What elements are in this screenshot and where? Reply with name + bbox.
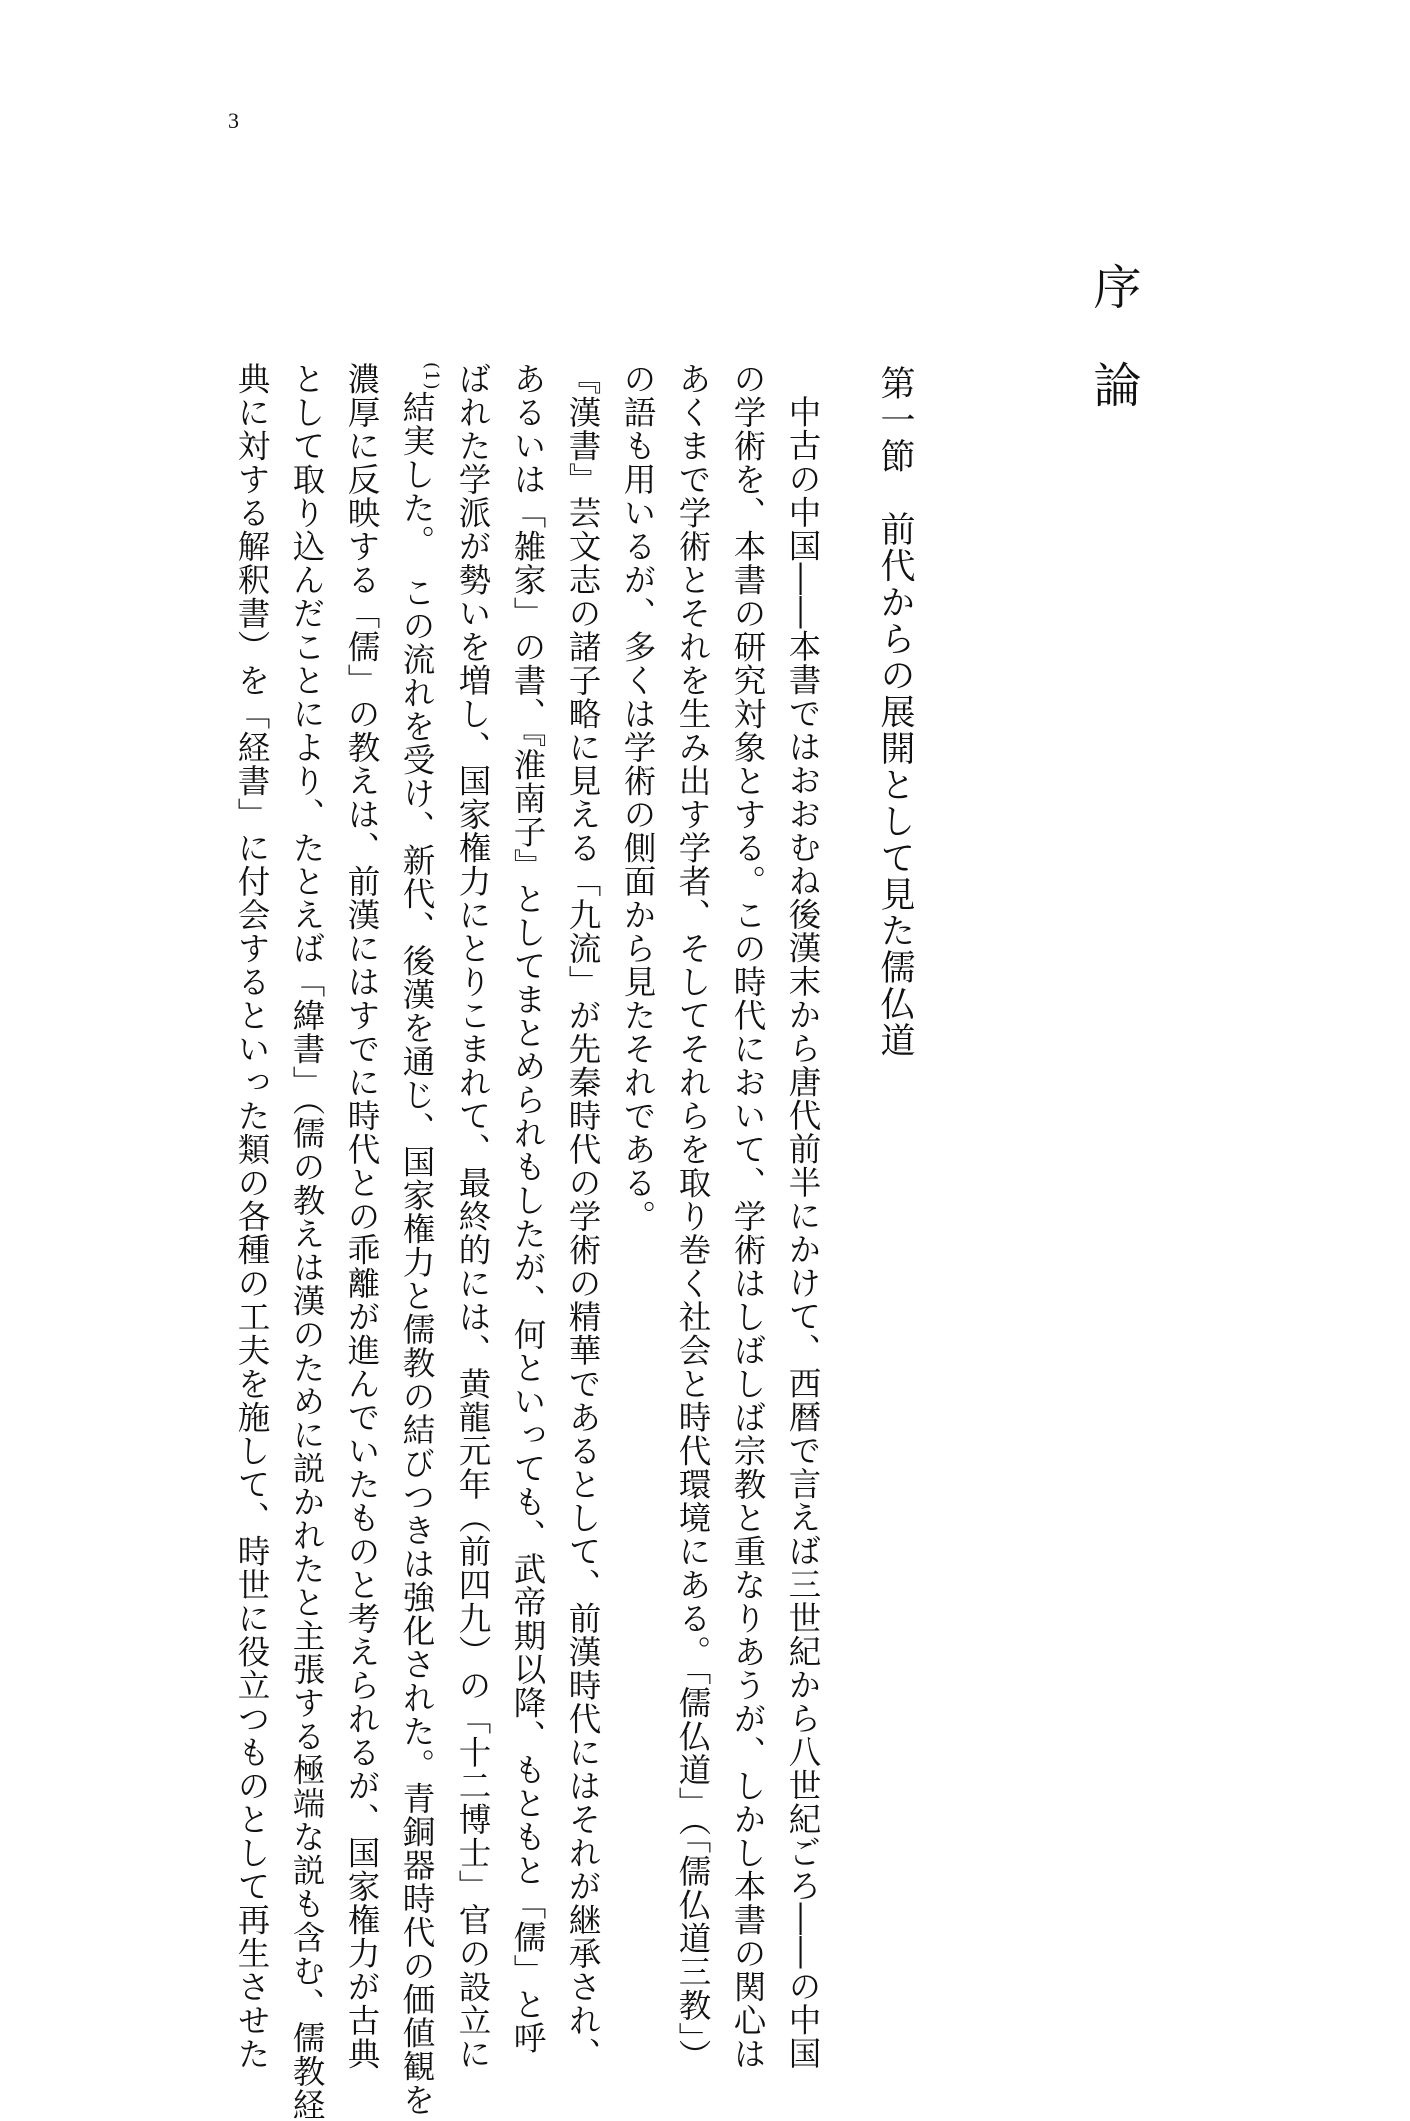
body-line-text: 結実した。 この流れを受け、新代、後漢を通じ、国家権力と儒教の結びつきは強化された。青銅器時代の価値観を: [398, 390, 436, 2117]
body-line: 典に対する解釈書）を「経書」に付会するといった類の各種の工夫を施して、時世に役立つものとして再生させた: [233, 362, 271, 2071]
body-line: として取り込んだことにより、たとえば「緯書」（儒の教えは漢のために説かれたと主張する極端な説も含む、儒教経: [288, 362, 326, 2121]
note-ref[interactable]: (1): [421, 362, 442, 391]
body-line: 『漢書』芸文志の諸子略に見える「九流」が先秦時代の学術の精華であるとして、前漢時代にはそれが継承され、: [564, 362, 602, 2071]
body-text: [224, 362, 830, 2121]
body-line: の学術を、本書の研究対象とする。この時代において、学術はしばしば宗教と重なりあうが、しかし本書の関心は: [729, 362, 767, 2071]
body-line: ばれた学派が勢いを増し、国家権力にとりこまれて、最終的には、黄龍元年（前四九）の「十二博士」官の設立に: [454, 362, 492, 2071]
body-line: の語も用いるが、多くは学術の側面から見たそれである。: [619, 362, 657, 1233]
chapter-title: 序論: [1085, 262, 1141, 458]
body-line-with-note: [389, 362, 445, 2117]
page-number: 3: [228, 108, 239, 133]
body-line: あくまで学術とそれを生み出す学者、そしてそれらを取り巻く社会と時代環境にある。「儒仏道」（「儒仏道三教」）: [674, 362, 712, 2073]
body-line: 中古の中国――本書ではおおむね後漢末から唐代前半にかけて、西暦で言えば三世紀から八世紀ごろ――の中国: [784, 394, 822, 2070]
body-line: あるいは「雑家」の書、『淮南子』としてまとめられもしたが、何といっても、武帝期以降、もともと「儒」と呼: [509, 362, 547, 2055]
body-line: 濃厚に反映する「儒」の教えは、前漢にはすでに時代との乖離が進んでいたものと考えられるが、国家権力が古典: [343, 362, 381, 2071]
section-title: 第一節 前代からの展開として見た儒仏道: [875, 365, 915, 1059]
